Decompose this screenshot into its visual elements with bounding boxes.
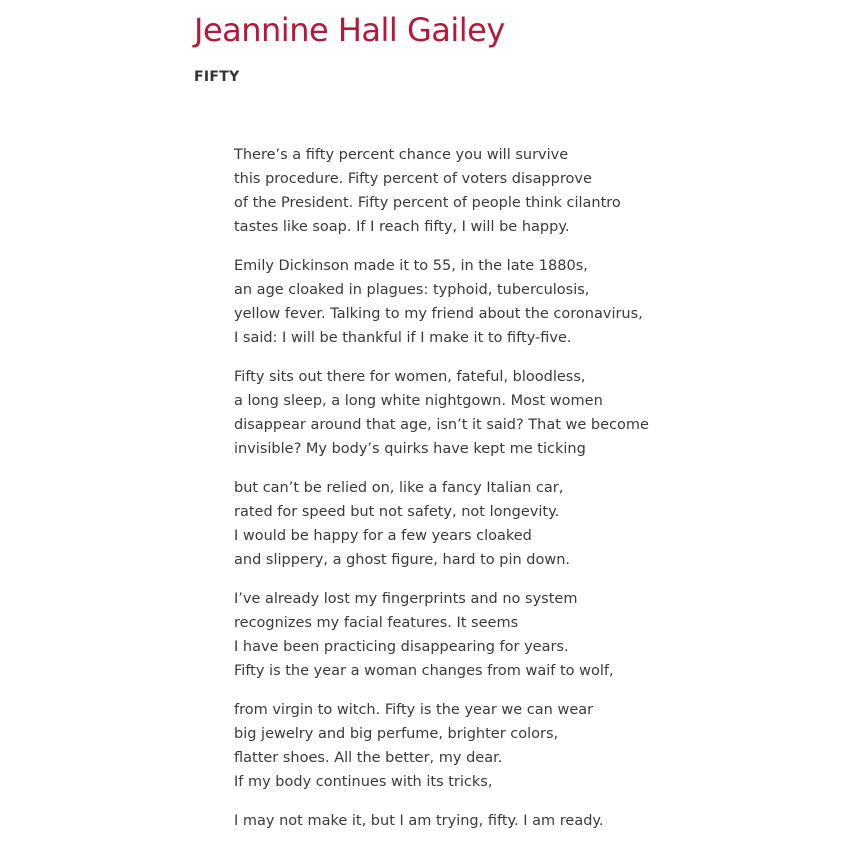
poem-line: I’ve already lost my fingerprints and no system <box>234 591 578 607</box>
poem-line: disappear around that age, isn’t it said? That we become <box>234 417 649 433</box>
poem-body <box>234 143 794 848</box>
poem-line: yellow fever. Talking to my friend about the coronavirus, <box>234 306 643 322</box>
poem-line: invisible? My body’s quirks have kept me ticking <box>234 441 586 457</box>
poem-line: There’s a fifty percent chance you will survive <box>234 147 569 163</box>
article-header <box>194 0 794 86</box>
stanza <box>234 587 794 683</box>
poem-line: from virgin to witch. Fifty is the year we can wear <box>234 702 594 718</box>
poem-line: Fifty is the year a woman changes from waif to wolf, <box>234 663 614 679</box>
poem-line: I may not make it, but I am trying, fifty. I am ready. <box>234 813 604 829</box>
poem-line: but can’t be relied on, like a fancy Italian car, <box>234 480 564 496</box>
poem-line: and slippery, a ghost figure, hard to pin down. <box>234 552 571 568</box>
poem-line: an age cloaked in plagues: typhoid, tuberculosis, <box>234 282 590 298</box>
stanza <box>234 365 794 461</box>
stanza <box>234 476 794 572</box>
stanza <box>234 254 794 350</box>
stanza <box>234 143 794 239</box>
poem-line: Emily Dickinson made it to 55, in the late 1880s, <box>234 258 588 274</box>
poem-line: rated for speed but not safety, not longevity. <box>234 504 560 520</box>
poem-line: I said: I will be thankful if I make it to fifty-five. <box>234 330 572 346</box>
poem-line: Fifty sits out there for women, fateful, bloodless, <box>234 369 586 385</box>
poem-line: this procedure. Fifty percent of voters disapprove <box>234 171 592 187</box>
stanza <box>234 698 794 794</box>
poem-line: I would be happy for a few years cloaked <box>234 528 532 544</box>
poem-line: big jewelry and big perfume, brighter colors, <box>234 726 559 742</box>
stanza <box>234 809 794 833</box>
poem-line: tastes like soap. If I reach fifty, I will be happy. <box>234 219 570 235</box>
author-name: Jeannine Hall Gailey <box>194 11 505 49</box>
poem-line: of the President. Fifty percent of people think cilantro <box>234 195 621 211</box>
poem-title: FIFTY <box>194 69 240 85</box>
poem-line: recognizes my facial features. It seems <box>234 615 519 631</box>
poem-line: flatter shoes. All the better, my dear. <box>234 750 503 766</box>
poem-line: a long sleep, a long white nightgown. Most women <box>234 393 603 409</box>
poem-line: I have been practicing disappearing for years. <box>234 639 569 655</box>
poem-line: If my body continues with its tricks, <box>234 774 493 790</box>
